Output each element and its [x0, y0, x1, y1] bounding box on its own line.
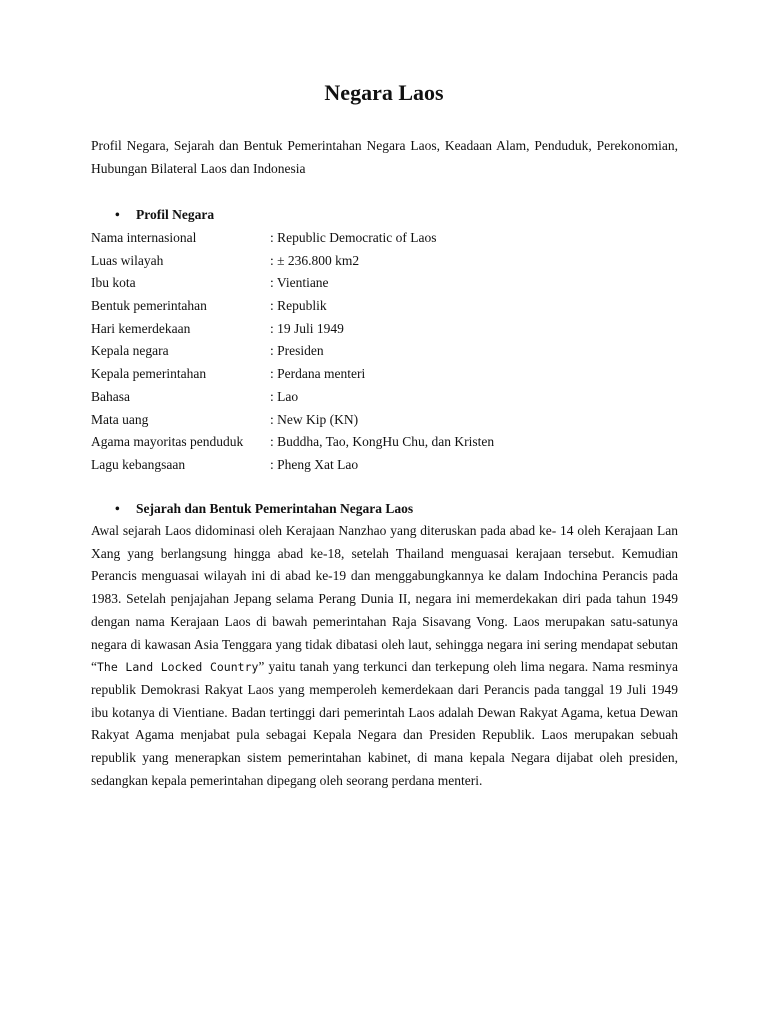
section-heading-label: Profil Negara: [136, 207, 215, 222]
quoted-phrase: The Land Locked Country: [97, 660, 259, 675]
profile-row: [91, 409, 678, 432]
profile-value: : Lao: [270, 388, 299, 404]
history-paragraph: [91, 520, 678, 792]
profile-row: [91, 227, 678, 250]
profile-key: Ibu kota: [91, 275, 136, 291]
profile-row: [91, 250, 678, 273]
profile-key: Mata uang: [91, 411, 149, 427]
profile-table: [91, 227, 678, 477]
profile-value: : 19 Juli 1949: [270, 320, 344, 336]
profile-row: [91, 318, 678, 341]
profile-value: : Vientiane: [270, 275, 329, 291]
section-heading-label: Sejarah dan Bentuk Pemerintahan Negara Laos: [136, 501, 414, 516]
profile-key: Hari kemerdekaan: [91, 320, 191, 336]
profile-key: Agama mayoritas penduduk: [91, 434, 244, 450]
profile-key: Kepala negara: [91, 343, 169, 359]
profile-row: [91, 295, 678, 318]
profile-row: [91, 386, 678, 409]
bullet-icon: •: [115, 207, 120, 222]
profile-value: : Republik: [270, 298, 327, 314]
profile-value: : Buddha, Tao, KongHu Chu, dan Kristen: [270, 434, 495, 450]
profile-row: [91, 363, 678, 386]
profile-key: Kepala pemerintahan: [91, 366, 207, 382]
profile-row: [91, 454, 678, 477]
profile-value: : Presiden: [270, 343, 324, 359]
profile-key: Luas wilayah: [91, 252, 164, 268]
profile-row: [91, 431, 678, 454]
page-title: Negara Laos: [324, 80, 444, 105]
profile-key: Nama internasional: [91, 230, 197, 245]
history-text-part2: ” yaitu tanah yang terkunci dan terkepung oleh lima negara. Nama resminya republik Demokrasi Rakyat Laos yang memperoleh kemerdekaan dari Perancis pada tanggal 19 Juli 1949 ibu kotanya di Vientiane. Badan tertinggi dari pemerintah Laos adalah Dewan Rakyat Agama, ketua Dewan Rakyat Agama menjabat pula sebagai Kepala Negara dan Presiden Republik. Laos merupakan sebuah republik yang menerapkan sistem pemerintahan kabinet, di mana kepala Negara dijabat oleh presiden, sedangkan kepala pemerintahan dipegang oleh seorang perdana menteri.: [91, 659, 678, 788]
bullet-icon: •: [115, 501, 120, 516]
profile-value: : ± 236.800 km2: [270, 252, 360, 268]
profile-row: [91, 272, 678, 295]
profile-key: Bahasa: [91, 388, 130, 404]
intro-paragraph: Profil Negara, Sejarah dan Bentuk Pemerintahan Negara Laos, Keadaan Alam, Penduduk, Perekonomian, Hubungan Bilateral Laos dan Indonesia: [91, 138, 678, 176]
profile-value: : New Kip (KN): [270, 411, 359, 427]
profile-value: : Perdana menteri: [270, 366, 366, 382]
profile-value: : Pheng Xat Lao: [270, 456, 359, 472]
history-text-part1: Awal sejarah Laos didominasi oleh Kerajaan Nanzhao yang diteruskan pada abad ke- 14 oleh Kerajaan Lan Xang yang berlangsung hingga abad ke-18, setelah Thailand menguasai kerajaan tersebut. Kemudian Perancis menguasai wilayah ini di abad ke-19 dan menggabungkannya ke dalam Indochina Perancis pada 1983. Setelah penjajahan Jepang selama Perang Dunia II, negara ini memerdekakan diri pada tahun 1949 dengan nama Kerajaan Laos di bawah pemerintahan Raja Sisavang Vong. Laos merupakan satu-satunya negara di kawasan Asia Tenggara yang tidak dibatasi oleh laut, sehingga negara ini sering mendapat sebutan “: [91, 523, 678, 675]
profile-key: Bentuk pemerintahan: [91, 298, 207, 314]
profile-row: [91, 340, 678, 363]
profile-value: : Republic Democratic of Laos: [270, 230, 437, 245]
profile-key: Lagu kebangsaan: [91, 456, 186, 472]
